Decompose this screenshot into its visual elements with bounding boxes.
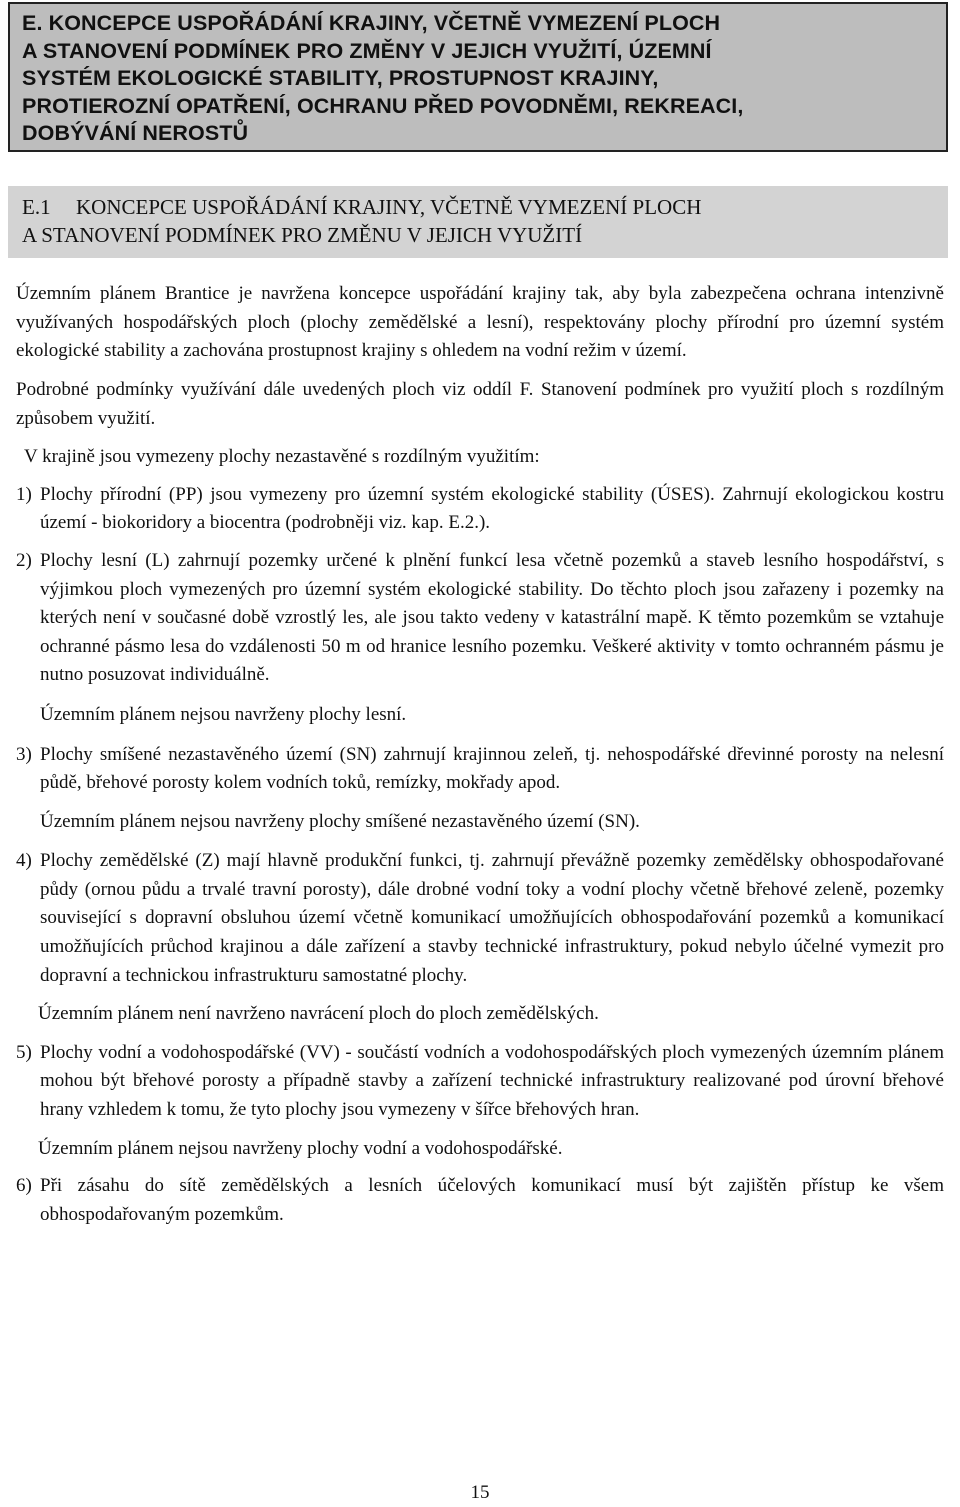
body-text xyxy=(16,280,944,1229)
chapter-heading-line: DOBÝVÁNÍ NEROSTŮ xyxy=(22,121,249,145)
list-item-text: Plochy smíšené nezastavěného území (SN) zahrnují krajinnou zeleň, tj. nehospodářské dřevinné porosty na nelesní půdě, břehové porosty kolem vodních toků, remízky, mokřady apod. xyxy=(40,743,944,794)
chapter-heading-line: SYSTÉM EKOLOGICKÉ STABILITY, PROSTUPNOST KRAJINY, xyxy=(22,66,659,90)
list-item-text: Plochy přírodní (PP) jsou vymezeny pro územní systém ekologické stability (ÚSES). Zahrnují ekologickou kostru území - biokoridory a biocentra (podrobněji viz. kap. E.2.). xyxy=(40,483,944,534)
list-item xyxy=(16,481,944,538)
list-item-text: Při zásahu do sítě zemědělských a lesních účelových komunikací musí být zajištěn přístup ke všem obhospodařovaným pozemkům. xyxy=(40,1175,944,1225)
page-number: 15 xyxy=(470,1482,490,1503)
list-item-text: Plochy lesní (L) zahrnují pozemky určené k plnění funkcí lesa včetně pozemků a staveb lesního hospodářství, s výjimkou ploch vymezených pro územní systém ekologické stability. Do těchto ploch jsou zařazeny i pozemky na kterých není v současné době vzrostlý les, ale jsou takto vedeny v katastrální mapě. K těmto pozemkům se vztahuje ochranné pásmo lesa do vzdálenosti 50 m od hranice lesního pozemku. Veškeré aktivity v tomto ochranném pásmu je nutno posuzovat individuálně. xyxy=(40,549,944,686)
list-item-text: Plochy zemědělské (Z) mají hlavně produkční funkci, tj. zahrnují převážně pozemky zemědělsky obhospodařované půdy (ornou půdu a trvalé travní porosty), dále drobné vodní toky a vodní plochy včetně břehové zeleně, pozemky související s dopravní obsluhou území včetně komunikací umožňujících obhospodařování pozemků a komunikací umožňujících průchod krajinou a dále zařízení a stavby technické infrastruktury, pokud nebylo účelné vymezit pro dopravní a technickou infrastrukturu samostatné plochy. xyxy=(40,850,944,986)
list-item-number: 1) xyxy=(16,483,32,505)
list-item-number: 4) xyxy=(16,850,32,872)
list-item xyxy=(16,1172,944,1229)
list-item-number: 2) xyxy=(16,549,32,571)
list-lead: V krajině jsou vymezeny plochy nezastavěné s rozdílným využitím: xyxy=(24,446,540,468)
chapter-heading xyxy=(8,2,948,152)
list-item-note: Územním plánem nejsou navrženy plochy lesní. xyxy=(40,703,407,725)
intro-paragraph: Územním plánem Brantice je navržena koncepce uspořádání krajiny tak, aby byla zabezpečena ochrana intenzivně využívaných hospodářských ploch (plochy zemědělské a lesní), respektovány plochy přírodní pro územní systém ekologické stability a zachována prostupnost krajiny s ohledem na vodní režim v území. xyxy=(16,283,944,362)
list-item-text: Plochy vodní a vodohospodářské (VV) - součástí vodních a vodohospodářských ploch vymezených územním plánem mohou být břehové porosty a případně stavby a zařízení technické infrastruktury realizované pod úrovní břehové hrany vzhledem k tomu, že tyto plochy jsou vymezeny v šířce břehových hran. xyxy=(40,1041,944,1121)
chapter-heading-line: PROTIEROZNÍ OPATŘENÍ, OCHRANU PŘED POVODNĚMI, REKREACI, xyxy=(22,93,744,118)
list-item-number: 3) xyxy=(16,743,32,765)
list-item-note: Územním plánem nejsou navrženy plochy smíšené nezastavěného území (SN). xyxy=(40,810,640,832)
section-number: E.1 xyxy=(22,195,51,219)
list-item xyxy=(16,741,944,798)
list-item xyxy=(16,1039,944,1125)
section-title-line: A STANOVENÍ PODMÍNEK PRO ZMĚNU V JEJICH VYUŽITÍ xyxy=(22,223,583,247)
section-heading xyxy=(8,186,948,258)
list-item-note: Územním plánem nejsou navrženy plochy vodní a vodohospodářské. xyxy=(38,1137,563,1159)
list-item-number: 6) xyxy=(16,1175,32,1197)
list-item-number: 5) xyxy=(16,1041,32,1063)
list-item xyxy=(16,547,944,690)
chapter-heading-line: E. KONCEPCE USPOŘÁDÁNÍ KRAJINY, VČETNĚ VYMEZENÍ PLOCH xyxy=(22,11,721,35)
list-item-note: Územním plánem není navrženo navrácení ploch do ploch zemědělských. xyxy=(38,1003,599,1025)
chapter-heading-line: A STANOVENÍ PODMÍNEK PRO ZMĚNY V JEJICH VYUŽITÍ, ÚZEMNÍ xyxy=(22,38,712,63)
list-item xyxy=(16,847,944,990)
conditions-paragraph: Podrobné podmínky využívání dále uvedených ploch viz oddíl F. Stanovení podmínek pro využití ploch s rozdílným způsobem využití. xyxy=(16,378,944,429)
section-title-line: KONCEPCE USPOŘÁDÁNÍ KRAJINY, VČETNĚ VYMEZENÍ PLOCH xyxy=(76,195,702,219)
